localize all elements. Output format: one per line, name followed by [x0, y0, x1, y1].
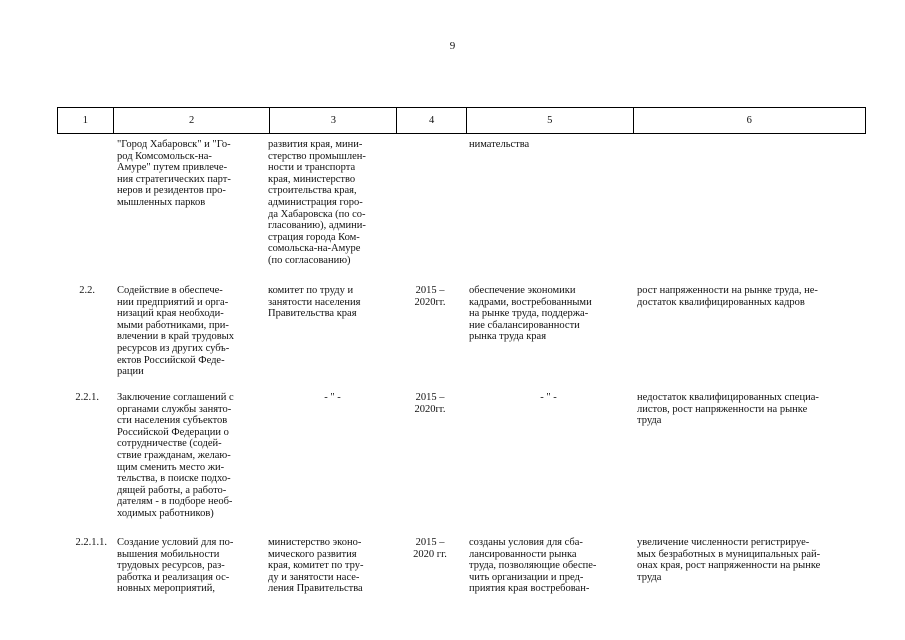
row-description: Содействие в обеспече- нии предприятий и орга- низаций края необходи- мыми работниками, при- влечении в край трудовых ресурсов из других субъ- ектов Российской Феде- рации: [117, 285, 234, 378]
row-description: "Город Хабаровск" и "Го- род Комсомольск-на- Амуре" путем привлече- ния стратегических парт- неров и резидентов про- мышленных парков: [117, 139, 231, 208]
row-executor: развития края, мини- стерство промышлен- ности и транспорта края, министерство строительства края, администрация горо- да Хабаровска (по со- гласованию), админи- страция города Ком- сомольска-на-Амуре (по согласованию): [268, 139, 366, 266]
row-executor: - " -: [324, 392, 341, 403]
header-col-6: 6: [746, 115, 752, 126]
header-col-1: 1: [58, 108, 114, 133]
header-col-2: 2: [114, 108, 271, 133]
header-col-4: 4: [397, 108, 467, 133]
row-executor: комитет по труду и занятости населения Правительства края: [268, 285, 361, 320]
row-result: - " -: [540, 392, 557, 403]
row-result: обеспечение экономики кадрами, востребованными на рынке труда, поддержа- ние сбалансированности рынка труда края: [469, 285, 592, 343]
row-number: 2.2.1.1.: [75, 537, 107, 548]
header-col-5: 5: [467, 108, 634, 133]
row-period: 2015 – 2020гг.: [414, 392, 446, 415]
row-result: нимательства: [469, 139, 530, 150]
header-col-3: 3: [270, 108, 397, 133]
row-period: 2015 – 2020 гг.: [413, 537, 447, 560]
row-description: Заключение соглашений с органами службы занято- сти населения субъектов Российской Федерации о сотрудничестве (содей- ствие гражданам, желаю- щим сменить место жи- тельства, в поиске подхо- дящей работы, а работо- дателям - в подборе необ- ходимых работников): [117, 392, 234, 519]
row-number: 2.2.1.: [75, 392, 99, 403]
page-number: 9: [449, 40, 456, 52]
row-risk: увеличение численности регистрируе- мых безработных в муниципальных рай- онах края, рост напряженности на рынке труда: [637, 537, 821, 583]
row-number: 2.2.: [79, 285, 95, 296]
table-header: [57, 107, 866, 134]
row-description: Создание условий для по- вышения мобильности трудовых ресурсов, раз- работка и реализация ос- новных мероприятий,: [117, 537, 234, 595]
row-period: 2015 – 2020гг.: [414, 285, 446, 308]
row-risk: рост напряженности на рынке труда, не- достаток квалифицированных кадров: [637, 285, 818, 308]
row-executor: министерство эконо- мического развития края, комитет по тру- ду и занятости насе- ления Правительства: [268, 537, 364, 595]
row-result: созданы условия для сба- лансированности рынка труда, позволяющие обеспе- чить организации и пред- приятия края востребован-: [469, 537, 597, 595]
row-risk: недостаток квалифицированных специа- листов, рост напряженности на рынке труда: [637, 392, 819, 427]
